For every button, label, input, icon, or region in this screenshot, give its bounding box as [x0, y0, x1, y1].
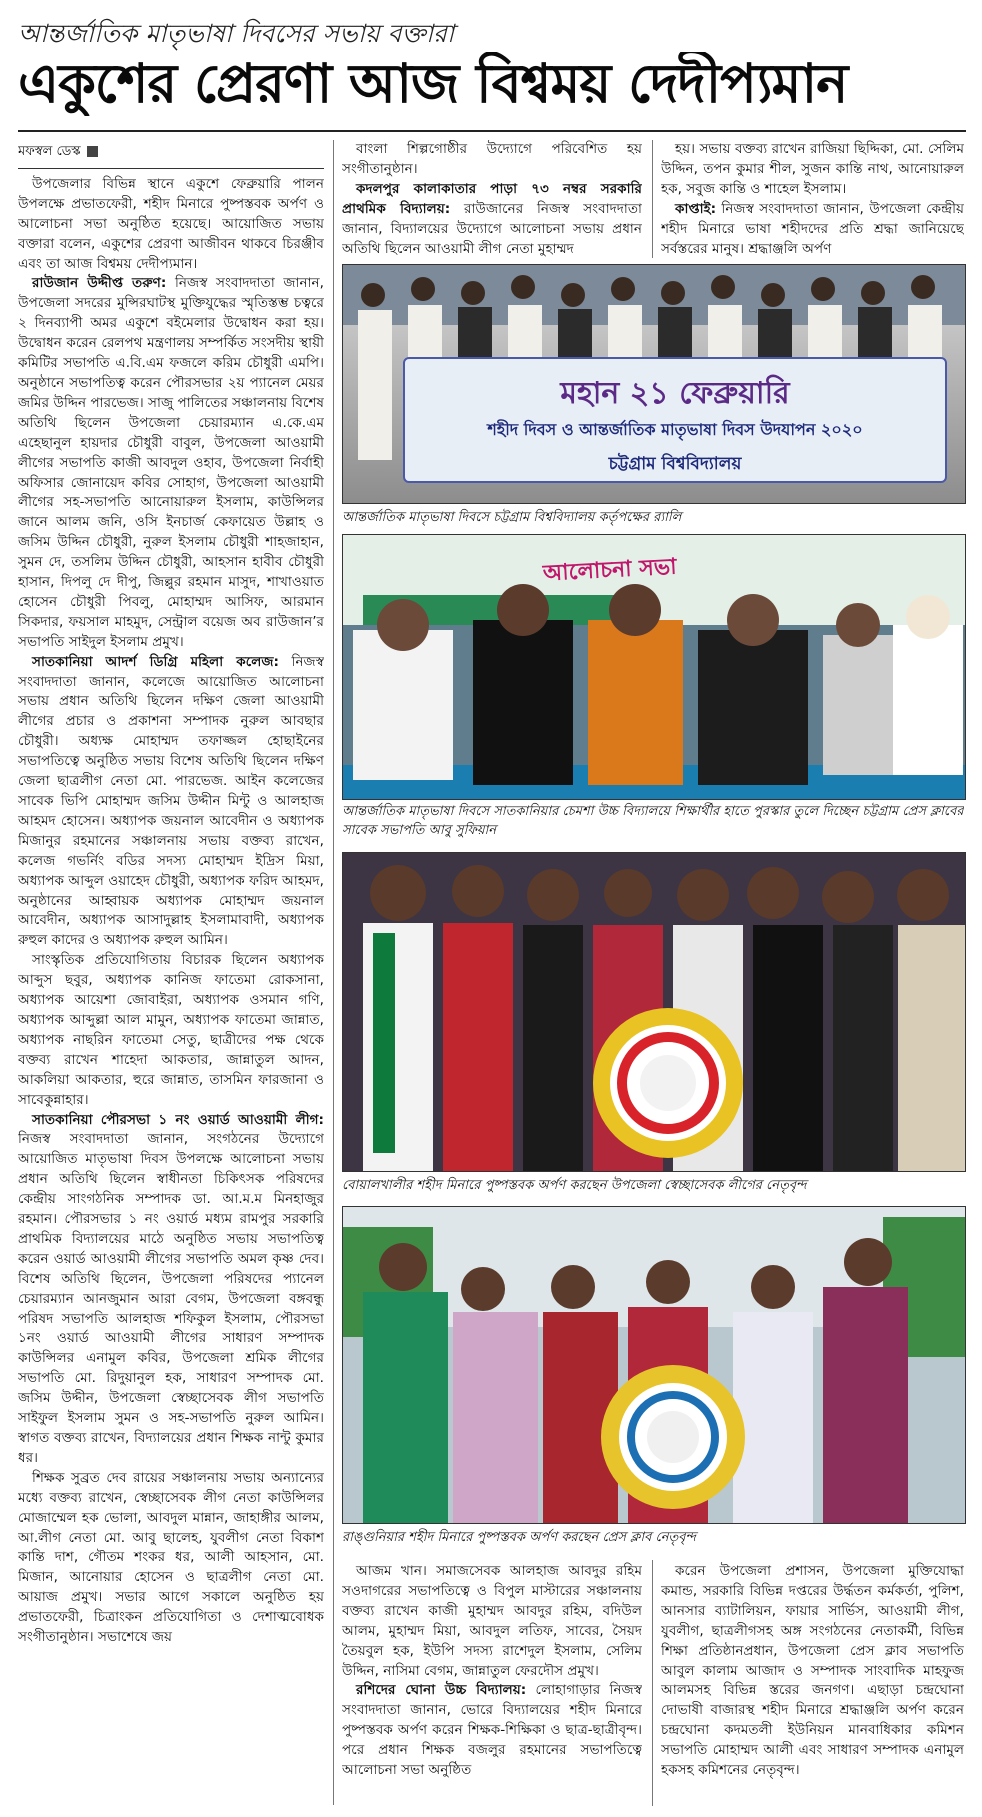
award-banner-text: আলোচনা সভা: [542, 554, 678, 587]
kicker: আন্তর্জাতিক মাতৃভাষা দিবসের সভায় বক্তারা: [18, 19, 455, 48]
photo-award-caption: আন্তর্জাতিক মাতৃভাষা দিবসে সাতকানিয়ার চেমশা উচ্চ বিদ্যালয়ে শিক্ষার্থীর হাতে পুরস্কার তুলে দিচ্ছেন চট্টগ্রাম প্রেস ক্লাবের সাবেক সভাপতি আবু সুফিয়ান: [342, 804, 964, 838]
article-paragraph: [18, 1111, 324, 1469]
photo-rally-caption: আন্তর্জাতিক মাতৃভাষা দিবসে চট্টগ্রাম বিশ্ববিদ্যালয় কর্তৃপক্ষের র‌্যালি: [342, 510, 682, 525]
paragraph-text: করেন উপজেলা প্রশাসন, উপজেলা মুক্তিযোদ্ধা কমান্ড, সরকারি বিভিন্ন দপ্তরের উর্দ্ধতন কর্মকর্তা, পুলিশ, আনসার ব্যাটালিয়ন, ফায়ার সার্ভিস, আওয়ামী লীগ, যুবলীগ, ছাত্রলীগসহ অঙ্গ সংগঠনের নেতাকর্মী, বিভিন্ন শিক্ষা প্রতিষ্ঠানপ্রধান, উপজেলা প্রেস ক্লাব সভাপতি আবুল কালাম আজাদ ও সম্পাদক সাংবাদিক মাহফুজ আলমসহ বিভিন্ন স্তরের জনগণ। এছাড়া চন্দ্রঘোনা দোভাষী বাজারস্থ শহীদ মিনারে শ্রদ্ধাঞ্জলি অর্পণ করেন চন্দ্রঘোনা কদমতলী ইউনিয়ন মানবাধিকার কমিশন সভাপতি মোহাম্মদ আলী এবং সাধারণ সম্পাদক এনামুল হকসহ কমিশনের নেতৃবৃন্দ।: [661, 1563, 964, 1779]
paragraph-text: নিজস্ব সংবাদদাতা জানান, উপজেলা সদরের মুন্সিরঘাটস্থ মুক্তিযুদ্ধের স্মৃতিস্তম্ভ চত্বরে ২ দিনব্যাপী অমর একুশে বইমেলার উদ্বোধন করা হয়। উদ্বোধন করেন রেলপথ মন্ত্রণালয় সম্পর্কিত সংসদীয় স্থায়ী কমিটির সভাপতি এ.বি.এম ফজলে করিম চৌধুরী এমপি। অনুষ্ঠানে সভাপতিত্ব করেন পৌরসভার ২য় প্যানেল মেয়র জমির উদ্দিন পারভেজ। সাজু পালিতের সঞ্চালনায় বিশেষ অতিথি ছিলেন উপজেলা চেয়ারম্যান এ.কে.এম এহেছানুল হায়দার চৌধুরী বাবুল, উপজেলা আওয়ামী লীগের সভাপতি কাজী আবদুল ওহাব, উপজেলা নির্বাহী অফিসার জোনায়েদ কবির সোহাগ, উপজেলা আওয়ামী লীগের সহ-সভাপতি আনোয়ারুল ইসলাম, কাউন্সিলর জানে আলম জনি, ওসি ইনচার্জ কেফায়েত উল্লাহ ও জসিম উদ্দিন চৌধুরী, নুরুল ইসলাম চৌধুরী শাহজাহান, সুমন দে, তসলিম উদ্দিন চৌধুরী, আহসান হাবীব চৌধুরী হাসান, দিপলু দে দীপু, জিল্লুর রহমান মাসুদ, শাখাওয়াত হোসেন চৌধুরী পিবলু, মোহাম্মদ আসিফ, আরমান সিকদার, ফয়সাল মাহমুদ, সেন্ট্রাল বয়েজ অব রাউজান’র সভাপতি সাইদুল ইসলাম প্রমুখ।: [18, 275, 324, 650]
photo-wreath-boalkhali: [342, 852, 966, 1172]
wreath-illustration: [343, 853, 965, 1171]
header-rule: [18, 130, 966, 132]
banner-line-1: মহান ২১ ফেব্রুয়ারি: [560, 376, 790, 411]
article-paragraph: [18, 274, 324, 652]
column-divider: [333, 140, 334, 1805]
section-lead: কদলপুর কালাকাতার পাড়া ৭৩ নম্বর সরকারি প্রাথমিক বিদ্যালয়:: [342, 180, 642, 217]
banner-line-3: চট্টগ্রাম বিশ্ববিদ্যালয়: [608, 454, 742, 474]
article-paragraph: [18, 951, 324, 1110]
photo-wreath-boalkhali-caption: বোয়ালখালীর শহীদ মিনারে পুষ্পস্তবক অর্পণ করছেন উপজেলা স্বেচ্ছাসেবক লীগের নেতৃবৃন্দ: [342, 1178, 807, 1193]
section-lead: রাউজান উদ্দীপ্ত তরুণ:: [32, 275, 167, 292]
section-lead: সাতকানিয়া আদর্শ ডিগ্রি মহিলা কলেজ:: [32, 653, 279, 670]
paragraph-text: নিজস্ব সংবাদদাতা জানান, কলেজে আয়োজিত আলোচনা সভায় প্রধান অতিথি ছিলেন দক্ষিণ জেলা আওয়ামী লীগের প্রচার ও প্রকাশনা সম্পাদক নুরুল আবছার চৌধুরী। অধ্যক্ষ মোহাম্মদ তফাজ্জল হোছাইনের সভাপতিত্বে অনুষ্ঠিত সভায় বিশেষ অতিথি ছিলেন দক্ষিণ জেলা ছাত্রলীগ নেতা মো. পারভেজ. আইন কলেজের সাবেক ভিপি মোহাম্মদ জসিম উদ্দীন মিন্টু ও আলহাজ আহমদ হোসেন। অধ্যাপক জয়নাল আবেদীন ও অধ্যাপক মিজানুর রহমানের সঞ্চালনায় সভায় বক্তব্য রাখেন, কলেজ গভর্নিং বডির সদস্য মোহাম্মদ ইদ্রিস মিয়া, অধ্যাপক আব্দুল ওয়াহেদ চৌধুরী, অধ্যাপক ফরিদ আহমদ, অনুষ্ঠানের আহ্বায়ক অধ্যাপক মোহাম্মদ জয়নাল আবেদীন, অধ্যাপক আসাদুল্লাহ ইসলামাবাদী, অধ্যাপক রুহুল কাদের ও অধ্যাপক রুহুল আমিন।: [18, 653, 324, 949]
column-divider: [652, 140, 653, 258]
headline: একুশের প্রেরণা আজ বিশ্বময় দেদীপ্যমান: [18, 52, 848, 115]
byline-text: মফস্বল ডেস্ক: [18, 144, 81, 159]
paragraph-text: লোহাগাড়ার নিজস্ব সংবাদদাতা জানান, ভোরে বিদ্যালয়ের শহীদ মিনারে পুষ্পস্তবক অর্পণ করেন শিক্ষক-শিক্ষিকা ও ছাত্র-ছাত্রীবৃন্দ। পরে প্রধান শিক্ষক বজলুর রহমানের সভাপতিত্বে আলোচনা সভা অনুষ্ঠিত: [342, 1682, 642, 1779]
square-icon: [87, 146, 98, 157]
paragraph-text: নিজস্ব সংবাদদাতা জানান, সংগঠনের উদ্যোগে আয়োজিত মাতৃভাষা দিবস উপলক্ষে আলোচনা সভায় প্রধান অতিথি ছিলেন স্বাধীনতা চিকিৎসক পরিষদের কেন্দ্রীয় সাংগঠনিক সম্পাদক ডা. আ.ম.ম মিনহাজুর রহমান। পৌরসভার ১ নং ওয়ার্ড মধ্যম রামপুর সরকারি প্রাথমিক বিদ্যালয়ের মাঠে অনুষ্ঠিত সভায় সভাপতিত্ব করেন ওয়ার্ড আওয়ামী লীগের সভাপতি অমল কৃষ্ণ দেব। বিশেষ অতিথি ছিলেন, উপজেলা পরিষদের প্যানেল চেয়ারম্যান আনজুমান আরা বেগম, উপজেলা বঙ্গবন্ধু পরিষদ সভাপতি আলহাজ শফিকুল ইসলাম, পৌরসভা ১নং ওয়ার্ড আওয়ামী লীগের সাধারণ সম্পাদক কাউন্সিলর এনামুল কবির, উপজেলা শ্রমিক লীগের সভাপতি মো. রিদুয়ানুল হক, সাধারণ সম্পাদক মো. জসিম উদ্দীন, উপজেলা স্বেচ্ছাসেবক লীগ সভাপতি সাইফুল ইসলাম সুমন ও সহ-সভাপতি নুরুল আমিন। স্বাগত বক্তব্য রাখেন, বিদ্যালয়ের প্রধান শিক্ষক নান্টু কুমার ধর।: [18, 1131, 324, 1466]
section-lead: সাতকানিয়া পৌরসভা ১ নং ওয়ার্ড আওয়ামী লীগ:: [32, 1111, 324, 1128]
photo-rally: [342, 264, 966, 504]
photo-award: [342, 534, 966, 800]
article-paragraph: [342, 180, 642, 260]
section-lead: কাপ্তাই:: [675, 200, 717, 217]
article-paragraph: [661, 140, 964, 200]
press-club-illustration: [343, 1207, 965, 1523]
column-divider: [652, 1560, 653, 1806]
byline-rule: [18, 168, 324, 169]
paragraph-text: হয়। সভায় বক্তব্য রাখেন রাজিয়া ছিদ্দিকা, মো. সেলিম উদ্দিন, তপন কুমার শীল, সুজন কান্তি নাথ, আনোয়ারুল হক, সবুজ কান্তি ও শাহেল ইসলাম।: [661, 141, 964, 197]
column-2-top: [342, 140, 642, 260]
article-paragraph: [661, 1562, 964, 1781]
paragraph-text: সাংস্কৃতিক প্রতিযোগিতায় বিচারক ছিলেন অধ্যাপক আব্দুস ছবুর, অধ্যাপক কানিজ ফাতেমা রোকসানা, অধ্যাপক আয়েশা জোবাইরা, অধ্যাপক ওসমান গণি, অধ্যাপক আব্দুল্লা আল মামুন, অধ্যাপক ফাতেমা জান্নাত, অধ্যাপক নাছরিন ফাতেমা সেতু, ছাত্রীদের পক্ষ থেকে বক্তব্য রাখেন শাহেদা আকতার, জান্নাতুল আদন, আকলিয়া আকতার, হুরে জান্নাত, তাসমিন ফারজানা ও সাবেকুন্নাহার।: [18, 952, 324, 1108]
article-paragraph: [18, 653, 324, 952]
rally-banner: [403, 357, 947, 483]
byline: [18, 142, 324, 162]
photo-wreath-rangunia-caption: রাঙ্গুনিয়ার শহীদ মিনারে পুষ্পস্তবক অর্পণ করছেন প্রেস ক্লাব নেতৃবৃন্দ: [342, 1530, 696, 1545]
column-3-bottom: [661, 1562, 964, 1806]
section-lead: রশিদের ঘোনা উচ্চ বিদ্যালয়:: [356, 1682, 527, 1699]
banner-line-2: শহীদ দিবস ও আন্তর্জাতিক মাতৃভাষা দিবস উদযাপন ২০২০: [487, 420, 863, 439]
paragraph-text: বাংলা শিল্পগোষ্ঠীর উদ্যোগে পরিবেশিত হয় সংগীতানুষ্ঠান।: [342, 141, 642, 177]
column-1: [18, 142, 324, 1802]
paragraph-text: নিজস্ব সংবাদদাতা জানান, উপজেলা কেন্দ্রীয় শহীদ মিনারে ভাষা শহীদদের প্রতি শ্রদ্ধা জানিয়েছে সর্বস্তরের মানুষ। শ্রদ্ধাঞ্জলি অর্পণ: [661, 200, 964, 257]
article-paragraph: [661, 200, 964, 260]
article-paragraph: [342, 1562, 642, 1681]
paragraph-text: রাউজানের নিজস্ব সংবাদদাতা জানান, বিদ্যালয়ের উদ্যোগে আলোচনা সভায় প্রধান অতিথি ছিলেন আওয়ামী লীগ নেতা মুহাম্মদ: [342, 200, 642, 257]
article-paragraph: [18, 1469, 324, 1648]
paragraph-text: উপজেলার বিভিন্ন স্থানে একুশে ফেব্রুয়ারি পালন উপলক্ষে প্রভাতফেরী, শহীদ মিনারে পুষ্পস্তবক অর্পণ ও আলোচনা সভা অনুষ্ঠিত হয়েছে। আয়োজিত সভায় বক্তারা বলেন, একুশের প্রেরণা আজীবন থাকবে চিরঞ্জীব এবং তা আজ বিশ্বময় দেদীপ্যমান।: [18, 175, 324, 272]
photo-wreath-rangunia: [342, 1206, 966, 1524]
paragraph-text: আজম খান। সমাজসেবক আলহাজ আবদুর রহিম সওদাগরের সভাপতিত্বে ও বিপুল মাস্টারের সঞ্চালনায় বক্তব্য রাখেন কাজী মুহাম্মদ আবদুর রহিম, বদিউল আলম, মুহাম্মদ মিয়া, আবদুল লতিফ, সাবের, সৈয়দ তৈয়বুল হক, ইউপি সদস্য রাশেদুল ইসলাম, সেলিম উদ্দিন, নাসিমা বেগম, জান্নাতুল ফেরদৌস প্রমুখ।: [342, 1563, 642, 1679]
paragraph-text: শিক্ষক সুব্রত দেব রায়ের সঞ্চালনায় সভায় অন্যান্যের মধ্যে বক্তব্য রাখেন, স্বেচ্ছাসেবক লীগ নেতা কাউন্সিলর মোজাম্মেল হক ভোলা, আবদুল মান্নান, জাহাঙ্গীর আলম, আ.লীগ নেতা মো. আবু ছালেহ, যুবলীগ নেতা বিকাশ কান্তি দাশ, গৌতম শংকর ধর, আলী আহসান, মো. মিজান, আনোয়ার হোসেন ও ছাত্রলীগ নেতা মো. আয়াজ প্রমুখ। সভার আগে সকালে অনুষ্ঠিত হয় প্রভাতফেরী, চিত্রাংকন প্রতিযোগিতা ও দেশাত্মবোধক সংগীতানুষ্ঠান। সভাশেষে জয়: [18, 1469, 324, 1646]
column-2-bottom: [342, 1562, 642, 1806]
article-paragraph: [342, 140, 642, 180]
article-paragraph: [342, 1681, 642, 1781]
column-3-top: [661, 140, 964, 260]
article-paragraph: [18, 175, 324, 275]
